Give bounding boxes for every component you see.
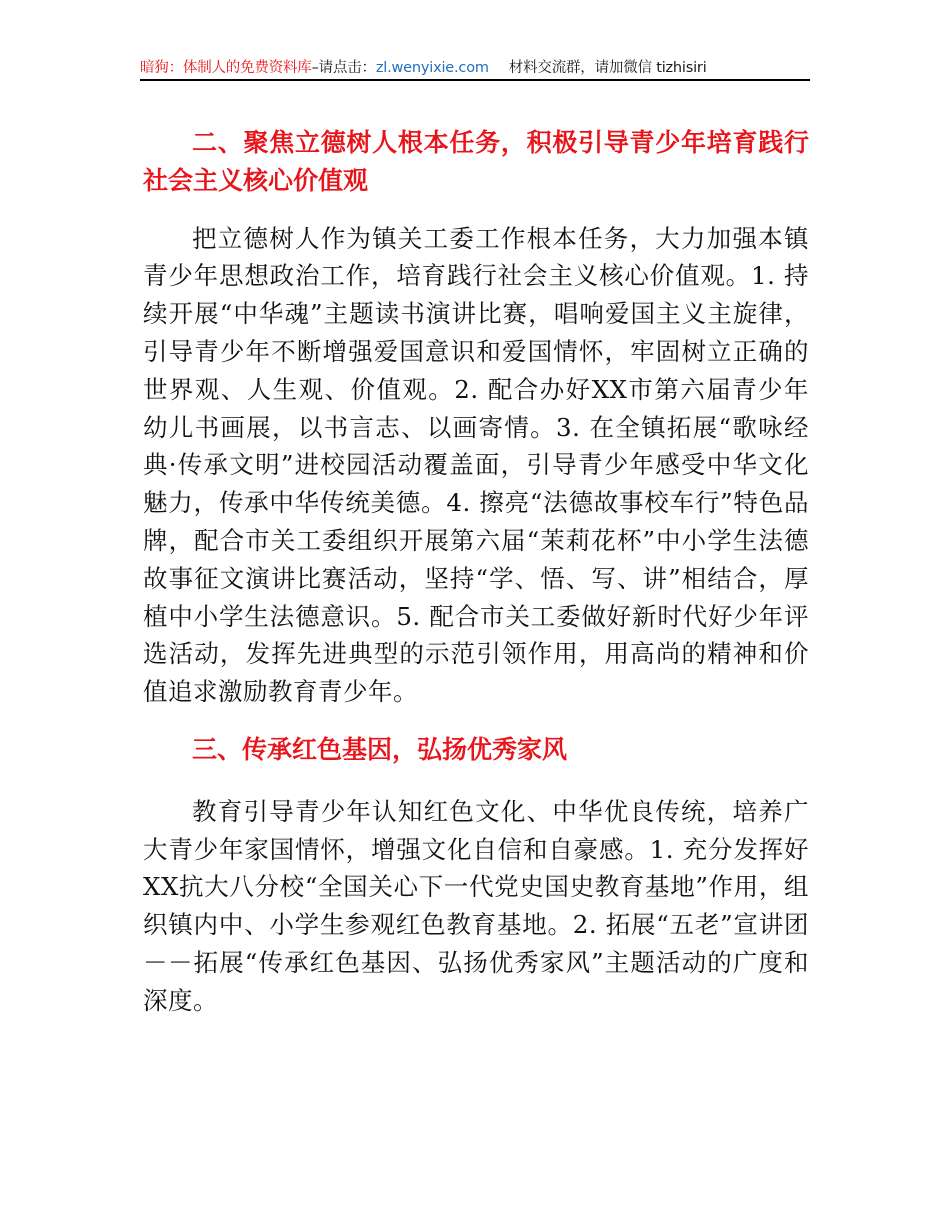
- document-body: [143, 124, 809, 1020]
- section-heading-2: 二、聚焦立德树人根本任务，积极引导青少年培育践行社会主义核心价值观: [143, 128, 809, 195]
- section-paragraph-3: 教育引导青少年认知红色文化、中华优良传统，培养广大青少年家国情怀，增强文化自信和自豪感。1. 充分发挥好XX抗大八分校“全国关心下一代党史国史教育基地”作用，组织镇内中、小学生参观红色教育基地。2. 拓展“五老”宣讲团－－拓展“传承红色基因、弘扬优秀家风”主题活动的广度和深度。: [143, 796, 809, 1015]
- header-divider: [140, 79, 810, 81]
- brand-text: 暗狗：体制人的免费资料库: [140, 60, 312, 76]
- section-heading-3: 三、传承红色基因，弘扬优秀家风: [192, 734, 568, 764]
- section-paragraph-2: 把立德树人作为镇关工委工作根本任务，大力加强本镇青少年思想政治工作，培育践行社会主义核心价值观。1. 持续开展“中华魂”主题读书演讲比赛，唱响爱国主义主旋律，引导青少年不断增强爱国意识和爱国情怀，牢固树立正确的世界观、人生观、价值观。2. 配合办好XX市第六届青少年幼儿书画展，以书言志、以画寄情。3. 在全镇拓展“歌咏经典·传承文明”进校园活动覆盖面，引导青少年感受中华文化魅力，传承中华传统美德。4. 擦亮“法德故事校车行”特色品牌，配合市关工委组织开展第六届“茉莉花杯”中小学生法德故事征文演讲比赛活动，坚持“学、悟、写、讲”相结合，厚植中小学生法德意识。5. 配合市关工委做好新时代好少年评选活动，发挥先进典型的示范引领作用，用高尚的精神和价值追求激励教育青少年。: [143, 223, 809, 707]
- click-prompt: –请点击：: [311, 60, 376, 76]
- watermark-header: [140, 57, 810, 79]
- site-link[interactable]: zl.wenyixie.com: [375, 60, 489, 76]
- group-text: 材料交流群，请加微信 tizhisiri: [508, 60, 707, 76]
